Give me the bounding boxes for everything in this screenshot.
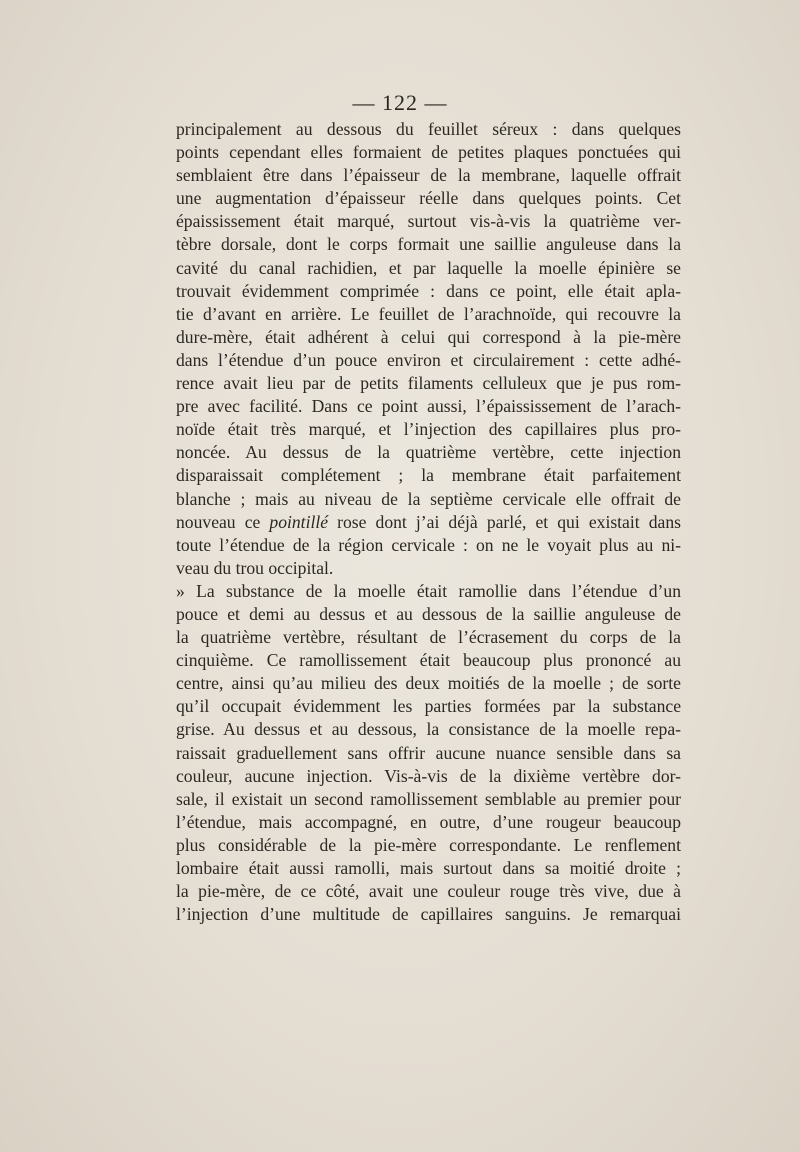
text-line: une augmentation d’épaisseur réelle dans quelques points. Cet <box>176 188 681 209</box>
text-line-with-italic <box>176 511 681 534</box>
text-line: noncée. Au dessus de la quatrième vertèbre, cette injection <box>176 442 681 463</box>
text-line: rence avait lieu par de petits filaments celluleux que je pus rom- <box>176 373 681 394</box>
text-line: lombaire était aussi ramolli, mais surtout dans sa moitié droite ; <box>176 858 681 878</box>
text-line: blanche ; mais au niveau de la septième cervicale elle offrait de <box>176 488 681 509</box>
text-line: principalement au dessous du feuillet séreux : dans quelques <box>176 119 681 139</box>
text-line: dure-mère, était adhérent à celui qui correspond à la pie-mère <box>176 326 681 347</box>
text-line: épaississement était marqué, surtout vis-à-vis la quatrième ver- <box>176 211 681 232</box>
text-line: toute l’étendue de la région cervicale : on ne le voyait plus au ni- <box>176 534 681 555</box>
text-line: tie d’avant en arrière. Le feuillet de l’arachnoïde, qui recouvre la <box>176 303 681 324</box>
text-line: tèbre dorsale, dont le corps formait une saillie anguleuse dans la <box>176 234 681 255</box>
text-line: disparaissait complétement ; la membrane était parfaitement <box>176 465 681 486</box>
body-text <box>176 118 681 926</box>
text-line: cavité du canal rachidien, et par laquelle la moelle épinière se <box>176 257 681 278</box>
page-number: — 122 — <box>352 90 448 115</box>
text-line: l’étendue, mais accompagné, en outre, d’une rougeur beaucoup <box>176 811 681 832</box>
text-segment: nouveau ce <box>176 511 270 532</box>
text-line: couleur, aucune injection. Vis-à-vis de la dixième vertèbre dor- <box>176 765 681 786</box>
paragraph-end-line: veau du trou occipital. <box>176 557 334 578</box>
text-line: centre, ainsi qu’au milieu des deux moitiés de la moelle ; de sorte <box>176 673 681 694</box>
text-line: l’injection d’une multitude de capillaires sanguins. Je remarquai <box>176 904 681 925</box>
text-line: dans l’étendue d’un pouce environ et circulairement : cette adhé- <box>176 349 681 370</box>
text-line: semblaient être dans l’épaisseur de la membrane, laquelle offrait <box>176 165 681 186</box>
text-line: sale, il existait un second ramollissement semblable au premier pour <box>176 788 681 809</box>
italic-word: pointillé <box>269 511 329 532</box>
paragraph-start-line: » La substance de la moelle était ramollie dans l’étendue d’un <box>176 580 681 601</box>
text-line: qu’il occupait évidemment les parties formées par la substance <box>176 696 681 717</box>
text-segment: rose dont j’ai déjà parlé, et qui existait dans <box>328 511 681 532</box>
text-line: pouce et demi au dessus et au dessous de la saillie anguleuse de <box>176 603 681 624</box>
text-line: points cependant elles formaient de petites plaques ponctuées qui <box>176 142 681 163</box>
text-line: cinquième. Ce ramollissement était beaucoup plus prononcé au <box>176 650 681 671</box>
text-line: trouvait évidemment comprimée : dans ce point, elle était apla- <box>176 280 681 301</box>
text-line: la quatrième vertèbre, résultant de l’écrasement du corps de la <box>176 627 681 648</box>
text-line: grise. Au dessus et au dessous, la consistance de la moelle repa- <box>176 719 681 740</box>
text-line: pre avec facilité. Dans ce point aussi, l’épaississement de l’arach- <box>176 396 681 417</box>
text-line: raissait graduellement sans offrir aucune nuance sensible dans sa <box>176 742 681 763</box>
text-line: noïde était très marqué, et l’injection des capillaires plus pro- <box>176 419 681 440</box>
text-line: la pie-mère, de ce côté, avait une couleur rouge très vive, due à <box>176 881 681 902</box>
text-line: plus considérable de la pie-mère correspondante. Le renflement <box>176 834 681 855</box>
